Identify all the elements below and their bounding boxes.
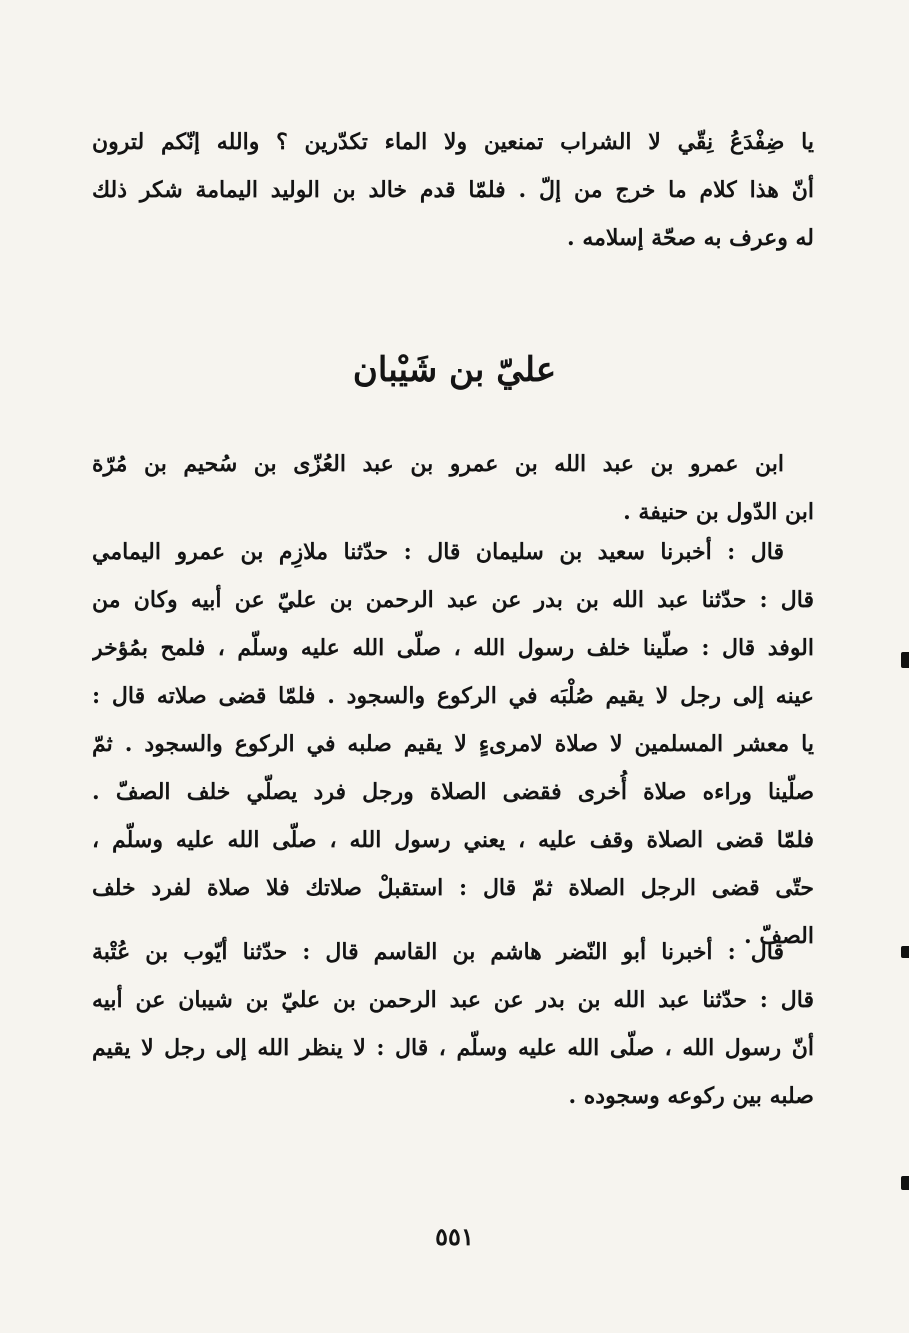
text-line: أنّ رسول الله ، صلّى الله عليه وسلّم ، قال : لا ينظر الله إلى رجل لا يقيم bbox=[92, 1035, 814, 1061]
text-line: ابن عمرو بن عبد الله بن عمرو بن عبد العُزّى بن سُحيم بن مُرّة bbox=[92, 451, 784, 477]
section-heading: عليّ بن شَيْبان bbox=[352, 350, 557, 390]
text-line: الوفد قال : صلّينا خلف رسول الله ، صلّى الله عليه وسلّم ، فلمح بمُؤخر bbox=[92, 635, 814, 661]
text-line: يا معشر المسلمين لا صلاة لامرىءٍ لا يقيم صلبه في الركوع والسجود . ثمّ bbox=[92, 731, 814, 757]
hadith-paragraph-1 bbox=[92, 528, 814, 960]
text-line: قال : حدّثنا عبد الله بن بدر عن عبد الرحمن بن عليّ بن شيبان عن أبيه bbox=[92, 987, 814, 1013]
text-line: الصفّ . bbox=[744, 923, 814, 949]
text-line: حتّى قضى الرجل الصلاة ثمّ قال : استقبلْ صلاتك فلا صلاة لفرد خلف bbox=[92, 875, 814, 901]
scan-edge-mark bbox=[901, 1176, 909, 1190]
scan-edge-mark bbox=[901, 946, 909, 958]
text-line: قال : أخبرنا أبو النّضر هاشم بن القاسم قال : حدّثنا أيّوب بن عُتْبة bbox=[92, 939, 784, 965]
text-line: عينه إلى رجل لا يقيم صُلْبَه في الركوع والسجود . فلمّا قضى صلاته قال : bbox=[92, 683, 814, 709]
text-line: يا ضِفْدَعُ نِقّي لا الشراب تمنعين ولا الماء تكدّرين ؟ والله إنّكم لترون bbox=[92, 129, 814, 155]
text-line: فلمّا قضى الصلاة وقف عليه ، يعني رسول الله ، صلّى الله عليه وسلّم ، bbox=[92, 827, 814, 853]
scan-edge-mark bbox=[901, 652, 909, 668]
text-line: صلّينا وراءه صلاة أُخرى فقضى الصلاة ورجل فرد يصلّي خلف الصفّ . bbox=[92, 779, 814, 805]
text-line: ابن الدّول بن حنيفة . bbox=[623, 499, 814, 525]
text-line: قال : أخبرنا سعيد بن سليمان قال : حدّثنا ملازِم بن عمرو اليمامي bbox=[92, 539, 784, 565]
text-line: له وعرف به صحّة إسلامه . bbox=[567, 225, 814, 251]
text-line: أنّ هذا كلام ما خرج من إلّ . فلمّا قدم خالد بن الوليد اليمامة شكر ذلك bbox=[92, 177, 814, 203]
hadith-paragraph-2 bbox=[92, 928, 814, 1120]
text-line: قال : حدّثنا عبد الله بن بدر عن عبد الرحمن بن عليّ عن أبيه وكان من bbox=[92, 587, 814, 613]
intro-paragraph bbox=[92, 118, 814, 262]
lineage-paragraph bbox=[92, 440, 814, 536]
page-number: ٥٥١ bbox=[435, 1222, 474, 1251]
text-line: صلبه بين ركوعه وسجوده . bbox=[568, 1083, 814, 1109]
